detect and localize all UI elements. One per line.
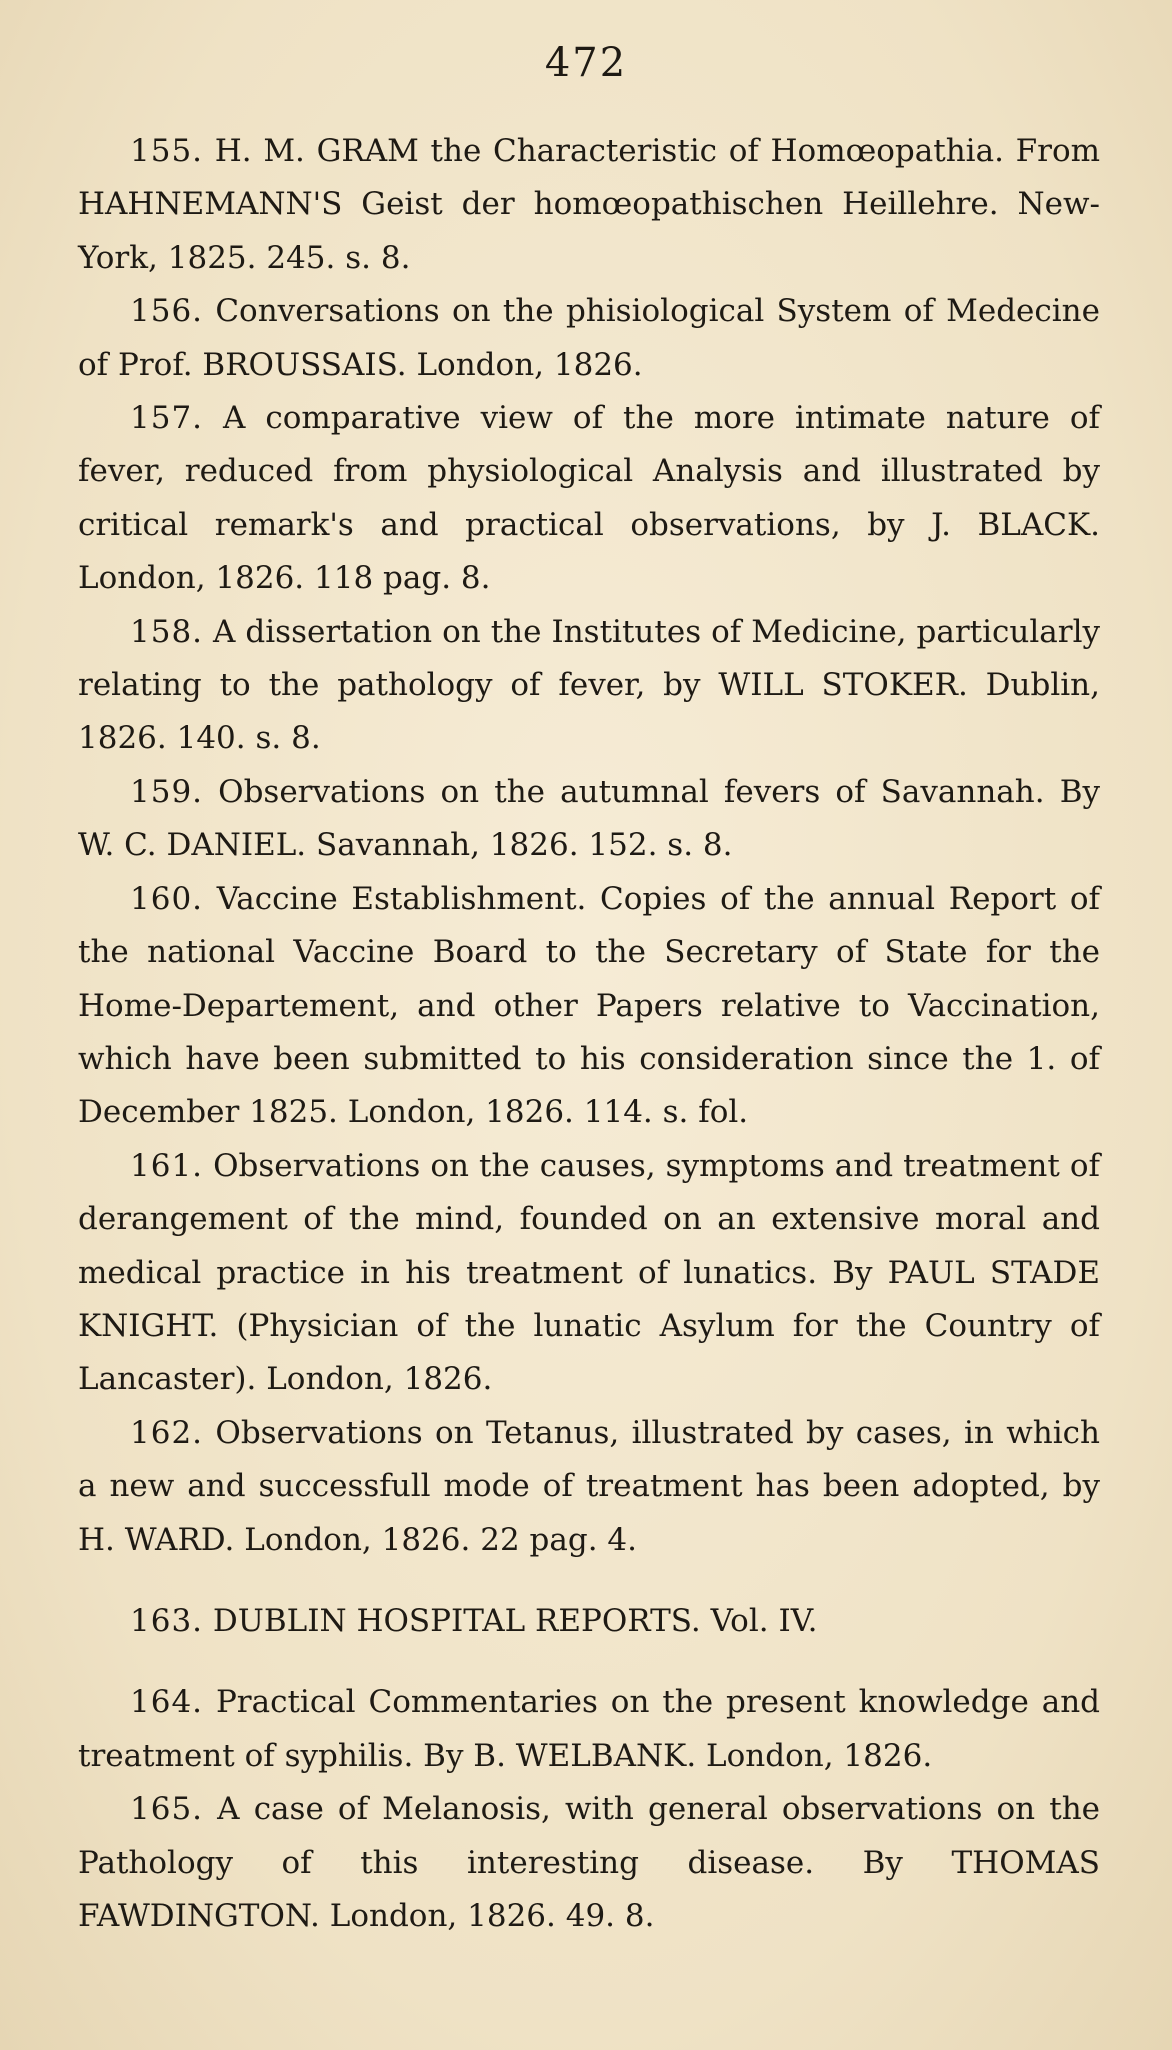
bibliography-entry: [78, 392, 1100, 606]
entry-number: 164.: [130, 1684, 204, 1721]
entry-number: 165.: [130, 1791, 204, 1828]
bibliography-entry: [78, 1783, 1100, 1943]
bibliography-entry: [78, 766, 1100, 873]
entry-text: Observations on the causes, symptoms and treatment of derangement of the mind, founded on an extensive moral and medical practice in his treatment of lunatics. By PAUL STADE KNIGHT. (Physician of the lunatic Asylum for the Country of Lancaster). London, 1826.: [78, 1147, 1101, 1398]
entry-text: DUBLIN HOSPITAL REPORTS. Vol. IV.: [212, 1602, 818, 1639]
entry-text: Observations on Tetanus, illustrated by cases, in which a new and successfull mode of treatment has been adopted, by H. WARD. London, 1826. 22 pag. 4.: [78, 1414, 1100, 1558]
entry-number: 159.: [130, 773, 204, 810]
bibliography-entry: [78, 125, 1100, 285]
entry-text: Practical Commentaries on the present knowledge and treatment of syphilis. By B. WELBANK. London, 1826.: [78, 1684, 1100, 1774]
bibliography-entry: [78, 873, 1100, 1140]
page-number: 472: [544, 40, 628, 86]
entry-text: A case of Melanosis, with general observations on the Pathology of this interesting disease. By THOMAS FAWDINGTON. London, 1826. 49. 8.: [78, 1791, 1101, 1934]
entry-number: 162.: [130, 1414, 204, 1451]
entry-text: Observations on the autumnal fevers of Savannah. By W. C. DANIEL. Savannah, 1826. 152. s. 8.: [78, 773, 1100, 864]
entry-number: 157.: [130, 400, 204, 437]
entry-text: Vaccine Establishment. Copies of the annual Report of the national Vaccine Board to the Secretary of State for the Home-Departement, and other Papers relative to Vaccination, which have been submitted to his consideration since the 1. of December 1825. London, 1826. 114. s. fol.: [78, 880, 1100, 1131]
bibliography-list: [78, 125, 1100, 1943]
entry-text: A comparative view of the more intimate nature of fever, reduced from physiological Analysis and illustrated by critical remark's and practical observations, by J. BLACK. London, 1826. 118 pag. 8.: [78, 400, 1101, 597]
entry-number: 161.: [130, 1147, 204, 1184]
bibliography-entry: [78, 1140, 1100, 1407]
entry-text: A dissertation on the Institutes of Medicine, particularly relating to the pathology of fever, by WILL STOKER. Dublin, 1826. 140. s. 8.: [78, 613, 1100, 757]
entry-number: 163.: [130, 1602, 204, 1639]
entry-number: 158.: [130, 613, 204, 650]
bibliography-entry: [78, 1676, 1100, 1783]
bibliography-entry: [78, 285, 1100, 392]
entry-number: 155.: [130, 133, 204, 169]
entry-number: 160.: [130, 880, 204, 917]
bibliography-entry: [78, 1595, 1100, 1648]
entry-number: 156.: [130, 293, 204, 330]
entry-text: H. M. GRAM the Characteristic of Homœopathia. From HAHNEMANN'S Geist der homœopathischen Heillehre. New-York, 1825. 245. s. 8.: [78, 133, 1101, 276]
bibliography-entry: [78, 606, 1100, 766]
entry-text: Conversations on the phisiological System of Medecine of Prof. BROUSSAIS. London, 1826.: [78, 293, 1100, 383]
bibliography-entry: [78, 1407, 1100, 1567]
